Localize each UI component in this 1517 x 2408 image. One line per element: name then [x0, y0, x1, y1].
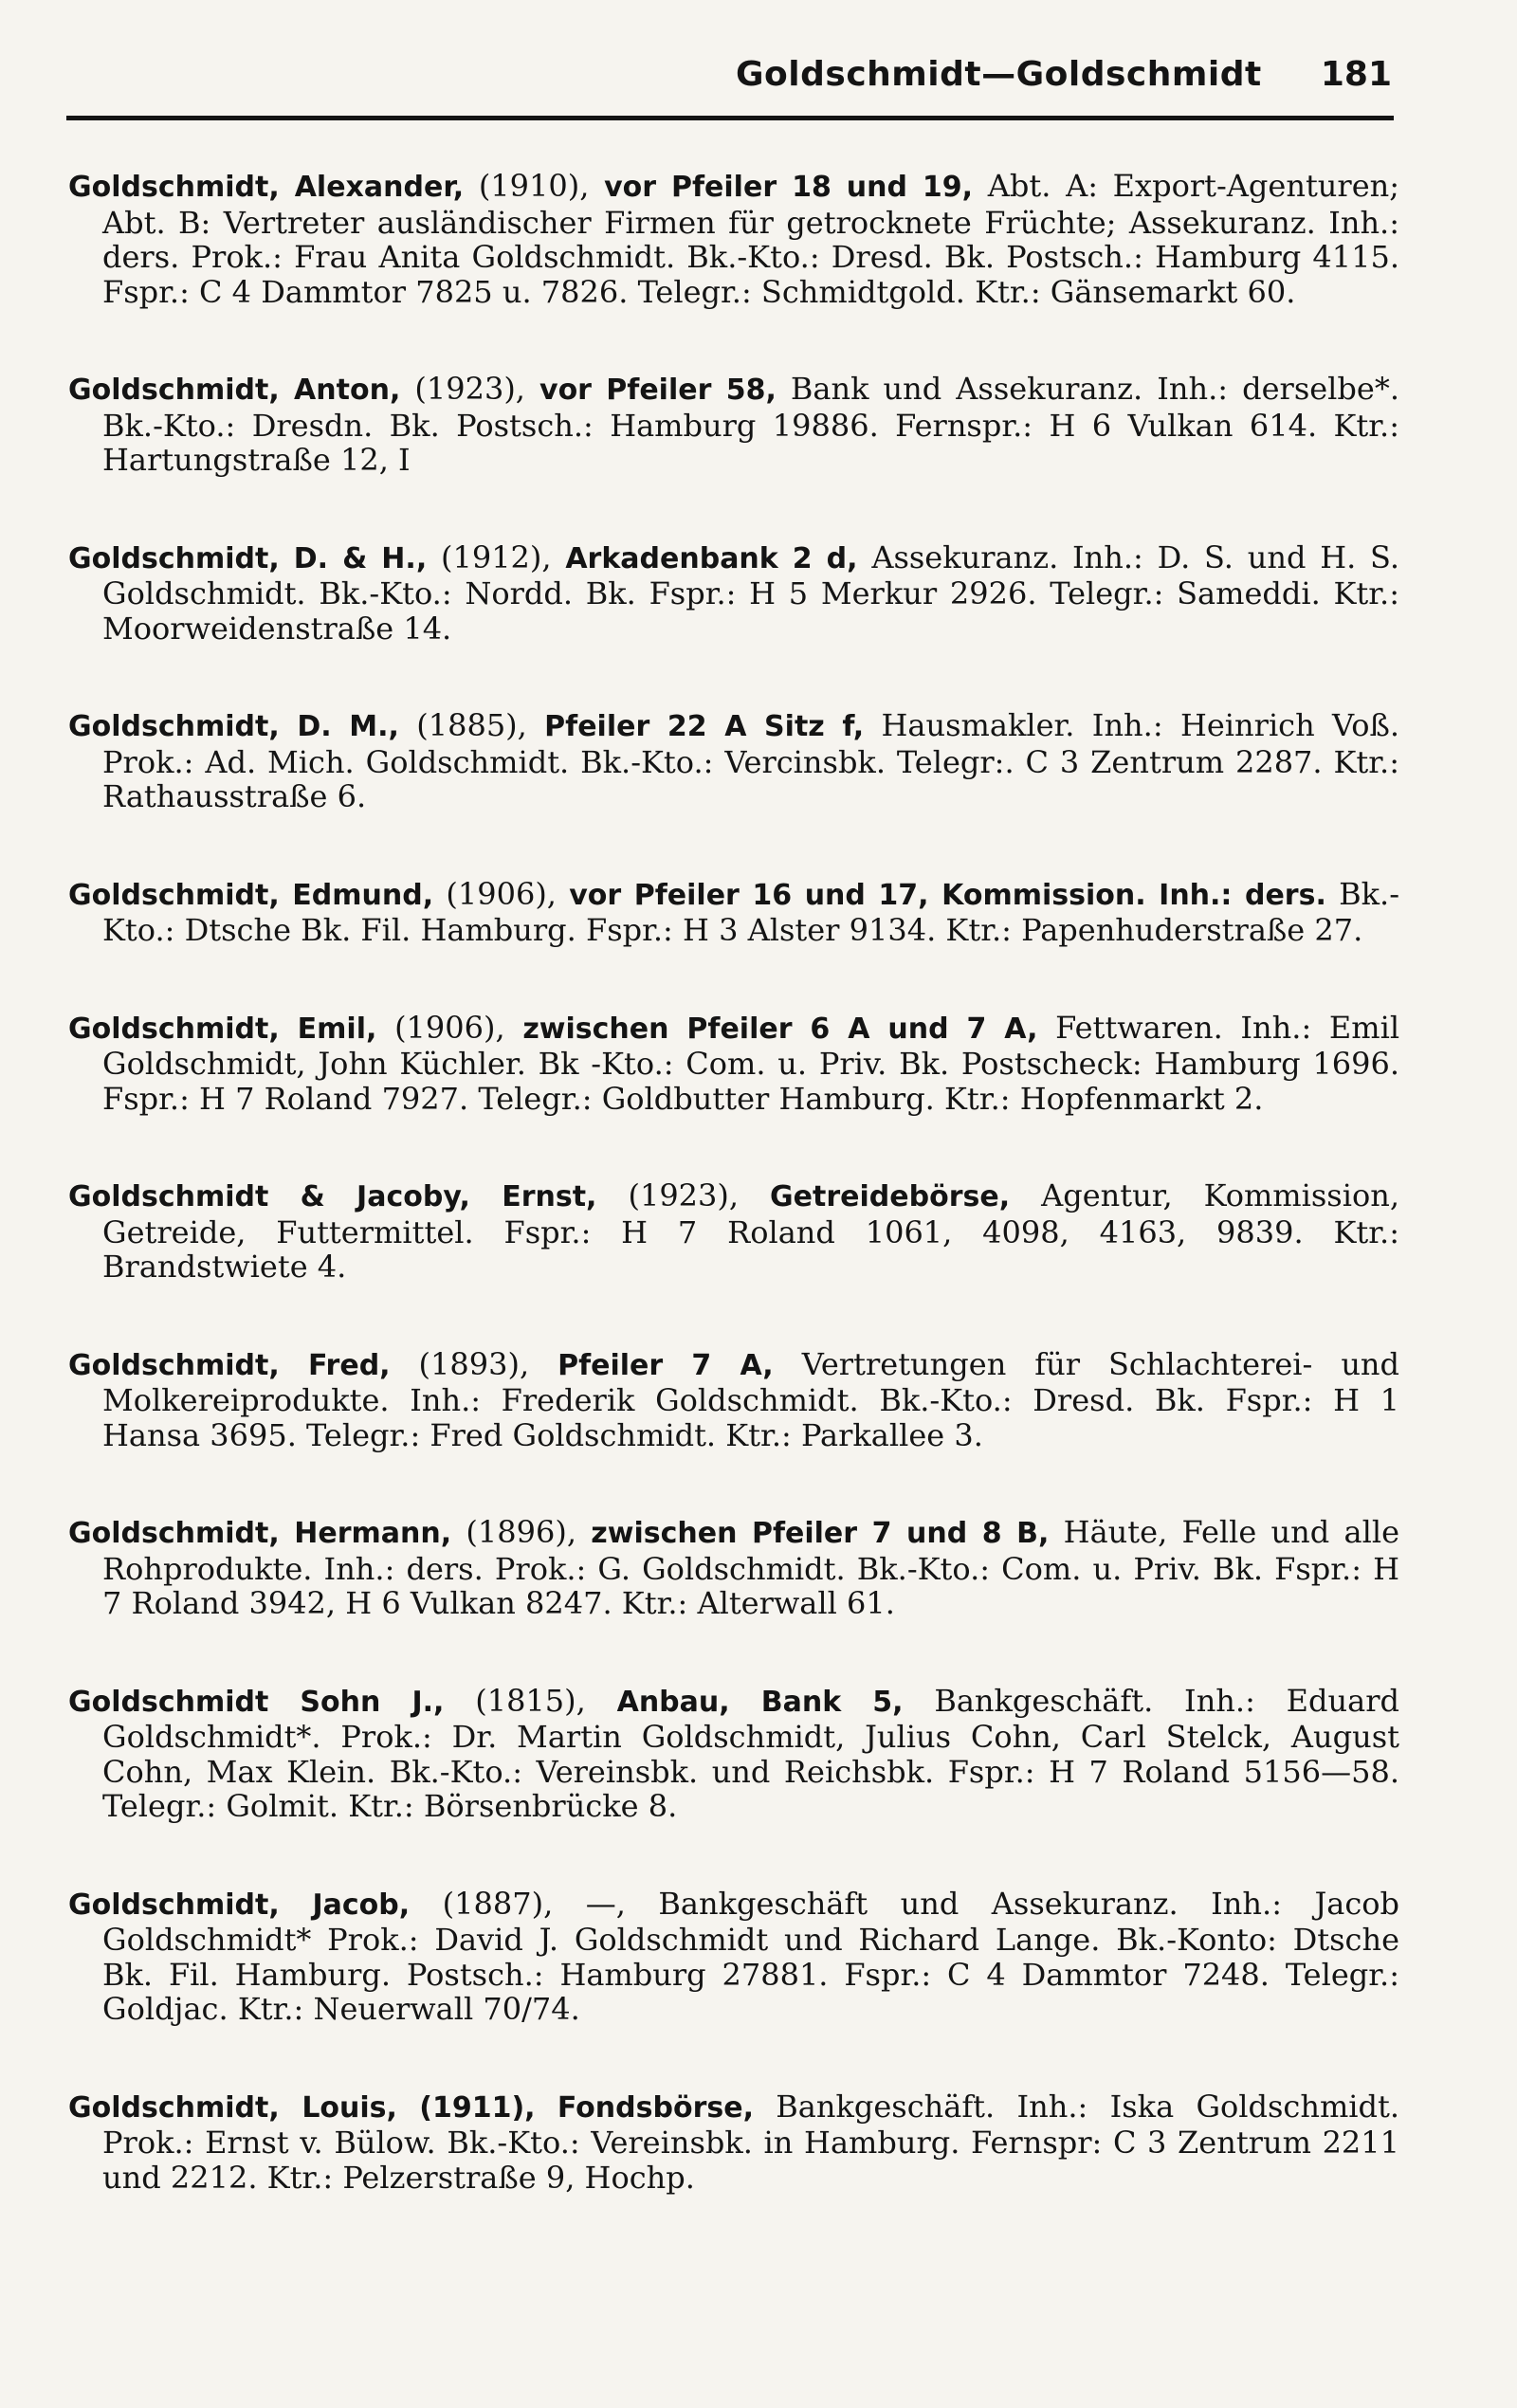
entry-details: Hausmakler. Inh.: Heinrich Voß. Prok.: Ad. Mich. Goldschmidt. Bk.-Kto.: Vercinsbk. Telegr:. C 3 Zentrum 2287. Ktr.: Rathausstraße 6.	[102, 707, 1400, 814]
entry-location: Pfeiler 7 A,	[557, 1348, 774, 1382]
entry-firm-name: Goldschmidt, D. & H.,	[68, 541, 428, 575]
entry-firm-name: Goldschmidt, Emil,	[68, 1012, 377, 1046]
entry-jacob	[68, 1887, 1399, 2027]
entry-d-m	[68, 708, 1399, 814]
entry-sohn-j	[68, 1684, 1399, 1824]
entry-year: (1923),	[628, 1177, 740, 1213]
entry-year: (1885),	[416, 707, 527, 743]
entry-location: Getreidebörse,	[770, 1180, 1011, 1213]
entry-location: Anbau, Bank 5,	[616, 1685, 904, 1719]
entry-details: Bk.-Kto.: Dtsche Bk. Fil. Hamburg. Fspr.: H 3 Alster 9134. Ktr.: Papenhuderstraße 27.	[102, 875, 1400, 948]
entry-location: vor Pfeiler 18 und 19,	[604, 171, 974, 204]
entry-location: Fondsbörse,	[557, 2090, 754, 2125]
entry-d-h	[68, 540, 1399, 647]
entry-list	[68, 169, 1399, 2195]
entry-year: (1912),	[440, 538, 552, 575]
entry-firm-name: Goldschmidt, Edmund,	[68, 878, 434, 912]
running-head: Goldschmidt—Goldschmidt	[736, 55, 1262, 94]
entry-edmund	[68, 877, 1399, 948]
entry-jacoby	[68, 1178, 1399, 1285]
entry-year: (1896),	[466, 1514, 576, 1550]
entry-location: —,	[585, 1885, 626, 1922]
entry-details: Bankgeschäft. Inh.: Eduard Goldschmidt*. Prok.: Dr. Martin Goldschmidt, Julius Cohn, Carl Stelck, August Cohn, Max Klein. Bk.-Kto.: Vereinsbk. und Reichsbk. Fspr.: H 7 Roland 5156—58. Telegr.: Golmit. Ktr.: Börsenbrücke 8.	[102, 1682, 1399, 1824]
entry-year: (1911),	[419, 2090, 536, 2125]
entry-firm-name: Goldschmidt, Fred,	[68, 1348, 391, 1382]
entry-louis	[68, 2089, 1399, 2196]
entry-details: Assekuranz. Inh.: D. S. und H. S. Goldschmidt. Bk.-Kto.: Nordd. Bk. Fspr.: H 5 Merkur 2926. Telegr.: Sameddi. Ktr.: Moorweidenstraße 14.	[102, 538, 1399, 647]
entry-emil	[68, 1011, 1399, 1117]
entry-year: (1906),	[394, 1009, 505, 1046]
entry-details: Fettwaren. Inh.: Emil Goldschmidt, John Küchler. Bk -Kto.: Com. u. Priv. Bk. Postscheck: Hamburg 1696. Fspr.: H 7 Roland 7927. Telegr.: Goldbutter Hamburg. Ktr.: Hopfenmarkt 2.	[102, 1009, 1400, 1117]
entry-hermann	[68, 1515, 1399, 1621]
entry-firm-name: Goldschmidt, Hermann,	[68, 1517, 452, 1550]
entry-details: Bank und Assekuranz. Inh.: derselbe*. Bk.-Kto.: Dresdn. Bk. Postsch.: Hamburg 19886. Fernspr.: H 6 Vulkan 614. Ktr.: Hartungstraße 12, I	[102, 371, 1400, 478]
entry-firm-name: Goldschmidt, Anton,	[68, 374, 401, 407]
page-header	[66, 49, 1394, 120]
entry-details: Bankgeschäft. Inh.: Iska Goldschmidt. Prok.: Ernst v. Bülow. Bk.-Kto.: Vereinsbk. in Hamburg. Fernspr: C 3 Zentrum 2211 und 2212. Ktr.: Pelzerstraße 9, Hochp.	[102, 2088, 1400, 2196]
entry-firm-name: Goldschmidt Sohn J.,	[68, 1685, 445, 1719]
entry-year: (1923),	[414, 371, 525, 407]
page-number: 181	[1320, 55, 1392, 94]
entry-details: Vertretungen für Schlachterei- und Molkereiprodukte. Inh.: Frederik Goldschmidt. Bk.-Kto.: Dresd. Bk. Fspr.: H 1 Hansa 3695. Telegr.: Fred Goldschmidt. Ktr.: Parkallee 3.	[102, 1345, 1400, 1453]
entry-year: (1815),	[475, 1682, 586, 1719]
entry-year: (1887),	[442, 1885, 554, 1922]
entry-alexander	[68, 169, 1399, 309]
entry-firm-name: Goldschmidt, Louis,	[68, 2090, 397, 2125]
entry-year: (1906),	[446, 875, 557, 912]
entry-year: (1893),	[418, 1345, 530, 1382]
entry-location: vor Pfeiler 16 und 17, Kommission. Inh.: ders.	[569, 878, 1326, 912]
entry-details: Bankgeschäft und Assekuranz. Inh.: Jacob Goldschmidt* Prok.: David J. Goldschmidt und Richard Lange. Bk.-Konto: Dtsche Bk. Fil. Hamburg. Postsch.: Hamburg 27881. Fspr.: C 4 Dammtor 7248. Telegr.: Goldjac. Ktr.: Neuerwall 70/74.	[102, 1885, 1400, 2027]
entry-details: Abt. A: Export-Agenturen; Abt. B: Vertreter ausländischer Firmen für getrocknete Früchte; Assekuranz. Inh.: ders. Prok.: Frau Anita Goldschmidt. Bk.-Kto.: Dresd. Bk. Postsch.: Hamburg 4115. Fspr.: C 4 Dammtor 7825 u. 7826. Telegr.: Schmidtgold. Ktr.: Gänsemarkt 60.	[102, 168, 1400, 310]
entry-location: Pfeiler 22 A Sitz f,	[544, 710, 865, 743]
entry-details: Agentur, Kommission, Getreide, Futtermittel. Fspr.: H 7 Roland 1061, 4098, 4163, 9839. Ktr.: Brandstwiete 4.	[102, 1177, 1400, 1285]
entry-location: zwischen Pfeiler 7 und 8 B,	[591, 1517, 1050, 1550]
entry-location: vor Pfeiler 58,	[539, 374, 777, 407]
entry-firm-name: Goldschmidt, Jacob,	[68, 1888, 411, 1922]
entry-firm-name: Goldschmidt, D. M.,	[68, 710, 399, 743]
entry-firm-name: Goldschmidt, Alexander,	[68, 171, 465, 204]
entry-details: Häute, Felle und alle Rohprodukte. Inh.: ders. Prok.: G. Goldschmidt. Bk.-Kto.: Com. u. Priv. Bk. Fspr.: H 7 Roland 3942, H 6 Vulkan 8247. Ktr.: Alterwall 61.	[102, 1514, 1400, 1621]
entry-fred	[68, 1347, 1399, 1453]
entry-location: zwischen Pfeiler 6 A und 7 A,	[522, 1012, 1038, 1046]
entry-location: Arkadenbank 2 d,	[565, 541, 858, 575]
entry-anton	[68, 372, 1399, 478]
entry-year: (1910),	[478, 168, 590, 204]
entry-firm-name: Goldschmidt & Jacoby, Ernst,	[68, 1180, 597, 1213]
